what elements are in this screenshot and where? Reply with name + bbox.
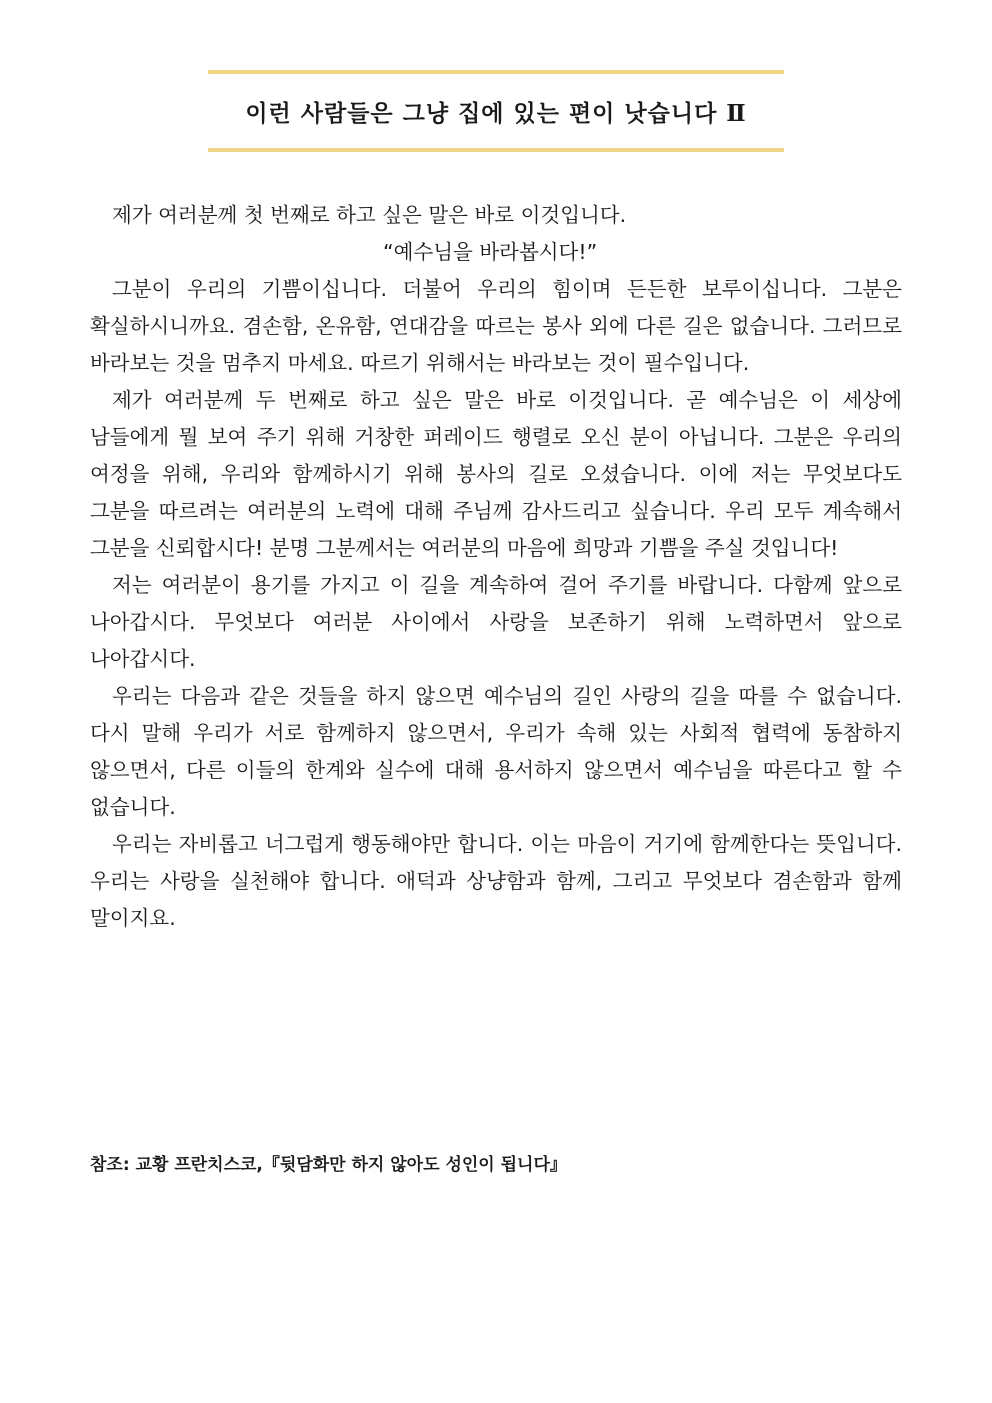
article-body xyxy=(90,197,902,937)
reference-note: 참조: 교황 프란치스코,『뒷담화만 하지 않아도 성인이 됩니다』 xyxy=(90,1155,567,1175)
title-banner xyxy=(208,70,784,152)
paragraph-3: 제가 여러분께 두 번째로 하고 싶은 말은 바로 이것입니다. 곧 예수님은 이 세상에 남들에게 뭘 보여 주기 위해 거창한 퍼레이드 행렬로 오신 분이 아닙니다. 그분은 우리의 여정을 위해, 우리와 함께하시기 위해 봉사의 길로 오셨습니다. 이에 저는 무엇보다도 그분을 따르려는 여러분의 노력에 대해 주님께 감사드리고 싶습니다. 우리 모두 계속해서 그분을 신뢰합시다! 분명 그분께서는 여러분의 마음에 희망과 기쁨을 주실 것입니다! xyxy=(90,388,902,560)
page-title: 이런 사람들은 그냥 집에 있는 편이 낫습니다 Ⅱ xyxy=(245,99,747,127)
paragraph-4: 저는 여러분이 용기를 가지고 이 길을 계속하여 걸어 주기를 바랍니다. 다함께 앞으로 나아갑시다. 무엇보다 여러분 사이에서 사랑을 보존하기 위해 노력하면서 앞으로 나아갑시다. xyxy=(90,573,902,671)
quote-line: “예수님을 바라봅시다!” xyxy=(383,240,598,264)
paragraph-6: 우리는 자비롭고 너그럽게 행동해야만 합니다. 이는 마음이 거기에 함께한다는 뜻입니다. 우리는 사랑을 실천해야 합니다. 애덕과 상냥함과 함께, 그리고 무엇보다 겸손함과 함께 말이지요. xyxy=(90,832,902,930)
paragraph-2: 그분이 우리의 기쁨이십니다. 더불어 우리의 힘이며 든든한 보루이십니다. 그분은 확실하시니까요. 겸손함, 온유함, 연대감을 따르는 봉사 외에 다른 길은 없습니다. 그러므로 바라보는 것을 멈추지 마세요. 따르기 위해서는 바라보는 것이 필수입니다. xyxy=(90,277,902,375)
paragraph-1: 제가 여러분께 첫 번째로 하고 싶은 말은 바로 이것입니다. xyxy=(112,203,627,227)
paragraph-5: 우리는 다음과 같은 것들을 하지 않으면 예수님의 길인 사랑의 길을 따를 수 없습니다. 다시 말해 우리가 서로 함께하지 않으면서, 우리가 속해 있는 사회적 협력에 동참하지 않으면서, 다른 이들의 한계와 실수에 대해 용서하지 않으면서 예수님을 따른다고 할 수 없습니다. xyxy=(90,684,902,819)
